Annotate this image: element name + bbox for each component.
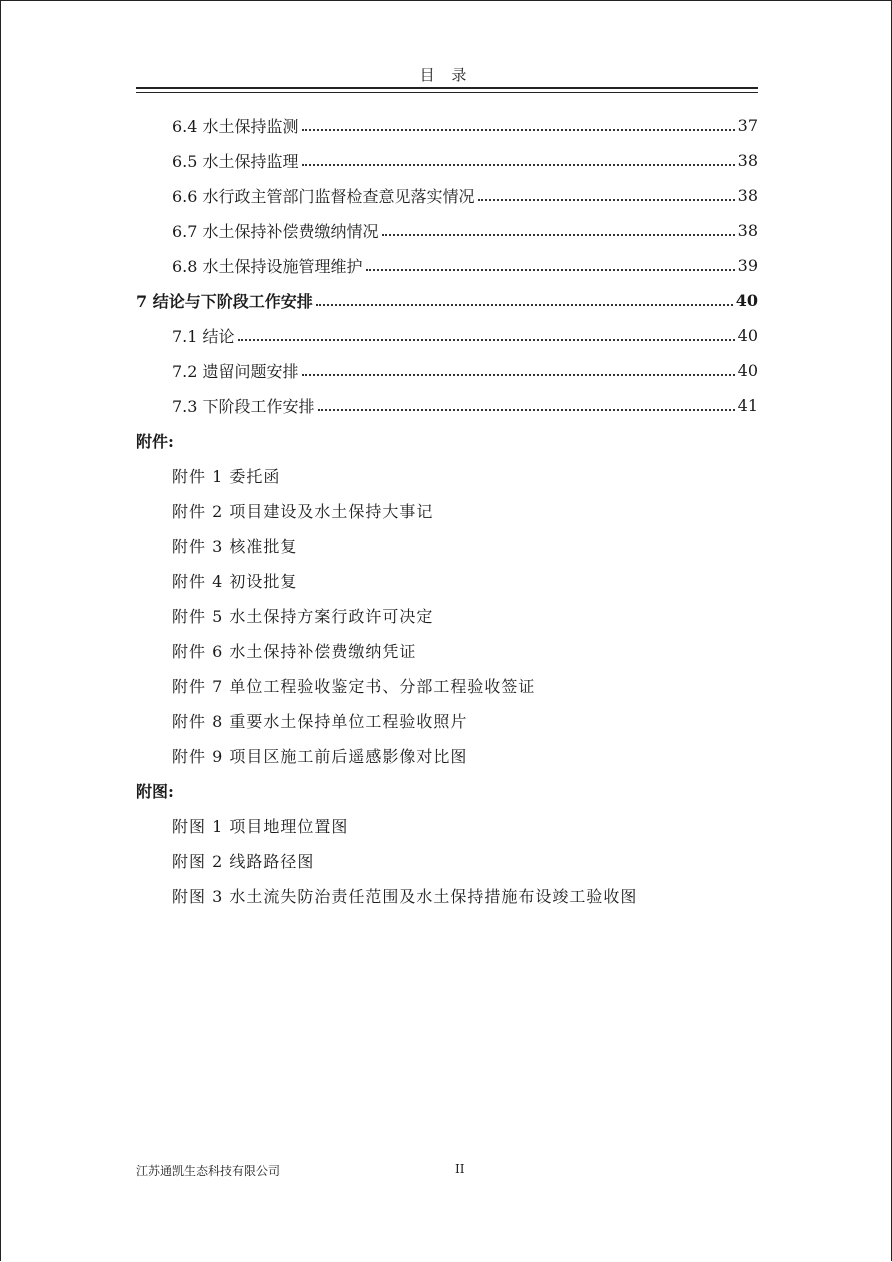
toc-entry-label: 6.4 水土保持监测: [172, 117, 299, 136]
toc-entry-page: 41: [737, 396, 758, 415]
toc-dot-leader: [302, 129, 735, 131]
header-rule-thin: [136, 92, 758, 93]
footer-page-number: II: [455, 1162, 465, 1176]
toc-entry-7-1[interactable]: [136, 318, 758, 353]
attachment-item[interactable]: 附件 4 初设批复: [172, 572, 298, 591]
footer-company-name: 江苏通凯生态科技有限公司: [136, 1164, 281, 1178]
attachment-item[interactable]: 附件 8 重要水土保持单位工程验收照片: [172, 712, 468, 731]
toc-entry-6-6[interactable]: [136, 178, 758, 213]
toc-entry-page: 40: [737, 326, 758, 345]
toc-dot-leader: [382, 234, 735, 236]
toc-dot-leader: [316, 304, 733, 306]
toc-entry-page: 40: [735, 291, 758, 310]
attachment-item[interactable]: 附件 5 水土保持方案行政许可决定: [172, 607, 434, 626]
toc-entry-page: 37: [737, 116, 758, 135]
figure-item[interactable]: 附图 1 项目地理位置图: [172, 817, 349, 836]
toc-entry-6-4[interactable]: [136, 108, 758, 143]
figure-item[interactable]: 附图 2 线路路径图: [172, 852, 315, 871]
toc-dot-leader: [302, 164, 735, 166]
toc-entry-page: 38: [737, 186, 758, 205]
toc-entry-label: 6.7 水土保持补偿费缴纳情况: [172, 222, 379, 241]
header-rule-thick: [136, 87, 758, 89]
toc-entry-7-2[interactable]: [136, 353, 758, 388]
toc-entry-label: 7.1 结论: [172, 327, 235, 346]
toc-entry-label: 6.8 水土保持设施管理维护: [172, 257, 363, 276]
toc-entry-label: 6.5 水土保持监理: [172, 152, 299, 171]
toc-dot-leader: [238, 339, 735, 341]
toc-entry-label: 7 结论与下阶段工作安排: [136, 292, 313, 311]
attachment-item[interactable]: 附件 1 委托函: [172, 467, 281, 486]
toc-entry-6-7[interactable]: [136, 213, 758, 248]
toc-entry-page: 40: [737, 361, 758, 380]
attachment-item[interactable]: 附件 3 核准批复: [172, 537, 298, 556]
toc-entry-chapter-7[interactable]: [136, 283, 758, 318]
toc-dot-leader: [366, 269, 735, 271]
toc-entry-page: 38: [737, 151, 758, 170]
toc-dot-leader: [478, 199, 735, 201]
attachment-item[interactable]: 附件 7 单位工程验收鉴定书、分部工程验收签证: [172, 677, 536, 696]
attachment-item[interactable]: 附件 9 项目区施工前后遥感影像对比图: [172, 747, 468, 766]
toc-entry-6-8[interactable]: [136, 248, 758, 283]
toc-entry-page: 38: [737, 221, 758, 240]
toc-entry-label: 6.6 水行政主管部门监督检查意见落实情况: [172, 187, 475, 206]
attachment-item[interactable]: 附件 6 水土保持补偿费缴纳凭证: [172, 642, 417, 661]
attachments-heading: 附件:: [136, 432, 174, 451]
table-of-contents: [136, 108, 758, 913]
toc-entry-6-5[interactable]: [136, 143, 758, 178]
toc-entry-label: 7.2 遗留问题安排: [172, 362, 299, 381]
toc-dot-leader: [302, 374, 735, 376]
toc-entry-7-3[interactable]: [136, 388, 758, 423]
toc-entry-page: 39: [737, 256, 758, 275]
figure-item[interactable]: 附图 3 水土流失防治责任范围及水土保持措施布设竣工验收图: [172, 887, 638, 906]
page-header-title: 目 录: [419, 66, 473, 84]
toc-dot-leader: [318, 409, 735, 411]
attachment-item[interactable]: 附件 2 项目建设及水土保持大事记: [172, 502, 434, 521]
toc-entry-label: 7.3 下阶段工作安排: [172, 397, 315, 416]
figures-heading: 附图:: [136, 782, 174, 801]
